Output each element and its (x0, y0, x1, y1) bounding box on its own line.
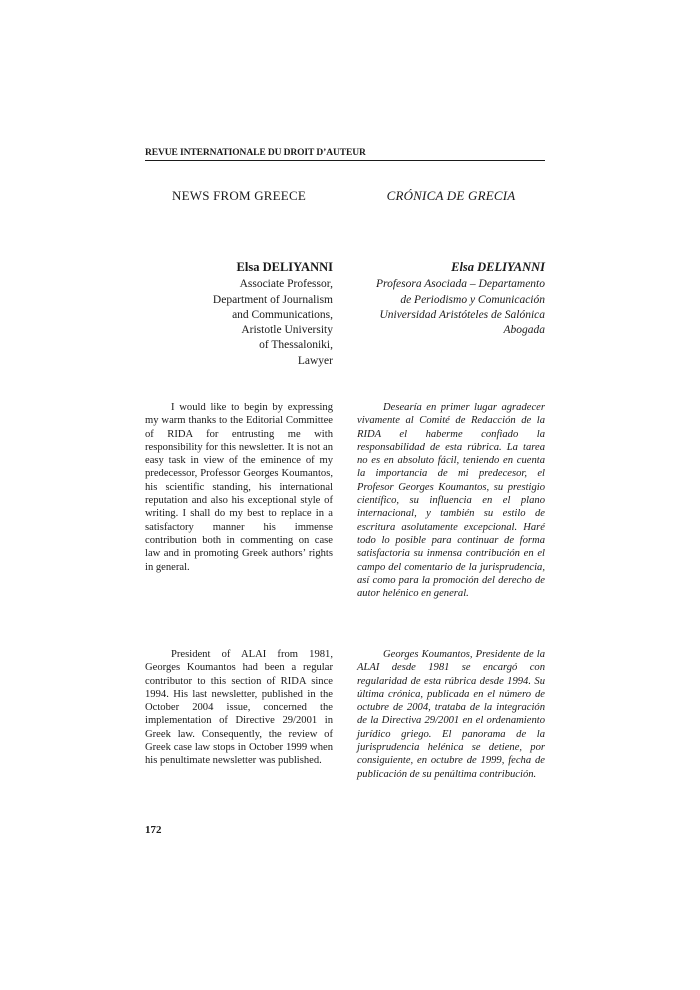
header-rule (145, 160, 545, 161)
author-affiliation-line: and Communications, (232, 308, 333, 321)
page-number: 172 (145, 824, 162, 836)
author-affiliation-line: de Periodismo y Comunicación (400, 293, 545, 306)
paragraph-english-2: President of ALAI from 1981, Georges Koumantos had been a regular contributor to this section of RIDA since 1994. His last newsletter, published in the October 2004 issue, concerned the implementation of Directive 29/2001 in Greek law. Consequently, the review of Greek case law stops in October 1999 when his penultimate newsletter was published. (145, 649, 333, 767)
running-head: REVUE INTERNATIONALE DU DROIT D’AUTEUR (145, 148, 366, 158)
author-name: Elsa DELIYANNI (236, 260, 333, 274)
author-block-spanish (357, 260, 545, 338)
section-title-english: NEWS FROM GREECE (172, 188, 306, 203)
author-affiliation-line: Abogada (503, 324, 545, 337)
author-block-english (145, 260, 333, 369)
section-title-spanish: CRÓNICA DE GRECIA (386, 188, 516, 203)
author-affiliation-line: Department of Journalism (212, 293, 333, 306)
paragraph-spanish-2: Georges Koumantos, Presidente de la ALAI desde 1981 se encargó con regularidad de esta rúbrica desde 1994. Su última crónica, publicada en el número de octubre de 2004, trataba de la integración de la Directiva 29/2001 en el ordenamiento jurídico griego. El panorama de la jurisprudencia helénica se detiene, por consiguiente, en octubre de 1999, fecha de publicación de su penúltima contribución. (357, 649, 545, 780)
paragraph-spanish-1: Desearía en primer lugar agradecer vivamente al Comité de Redacción de la RIDA el haberme confiado la responsabilidad de esta rúbrica. La tarea no es en absoluto fácil, teniendo en cuenta la importancia de mi predecesor, el Profesor Georges Koumantos, su prestigio científico, su influencia en el plano internacional, y también su estilo de escritura asolutamente excepcional. Haré todo lo posible para continuar de forma satisfactoria su inmensa contribución en el campo del comentario de la jurisprudencia, así como para la promoción del derecho de autor helénico en general. (357, 402, 545, 600)
author-affiliation-line: Profesora Asociada – Departamento (376, 278, 545, 291)
author-affiliation-line: Universidad Aristóteles de Salónica (379, 308, 545, 321)
author-affiliation-line: of Thessaloniki, (259, 339, 333, 352)
author-affiliation-line: Associate Professor, (239, 278, 333, 291)
author-affiliation-line: Aristotle University (241, 324, 333, 337)
author-name: Elsa DELIYANNI (451, 260, 545, 274)
author-affiliation-line: Lawyer (297, 354, 333, 367)
paragraph-english-1: I would like to begin by expressing my warm thanks to the Editorial Committee of RIDA for entrusting me with responsibility for this newsletter. It is not an easy task in view of the eminence of my predecessor, Professor Georges Koumantos, his scientific standing, his international reputation and also his exceptional style of writing. I shall do my best to replace in a satisfactory manner his immense contribution both in commenting on case law and in promoting Greek authors’ rights in general. (145, 402, 333, 573)
